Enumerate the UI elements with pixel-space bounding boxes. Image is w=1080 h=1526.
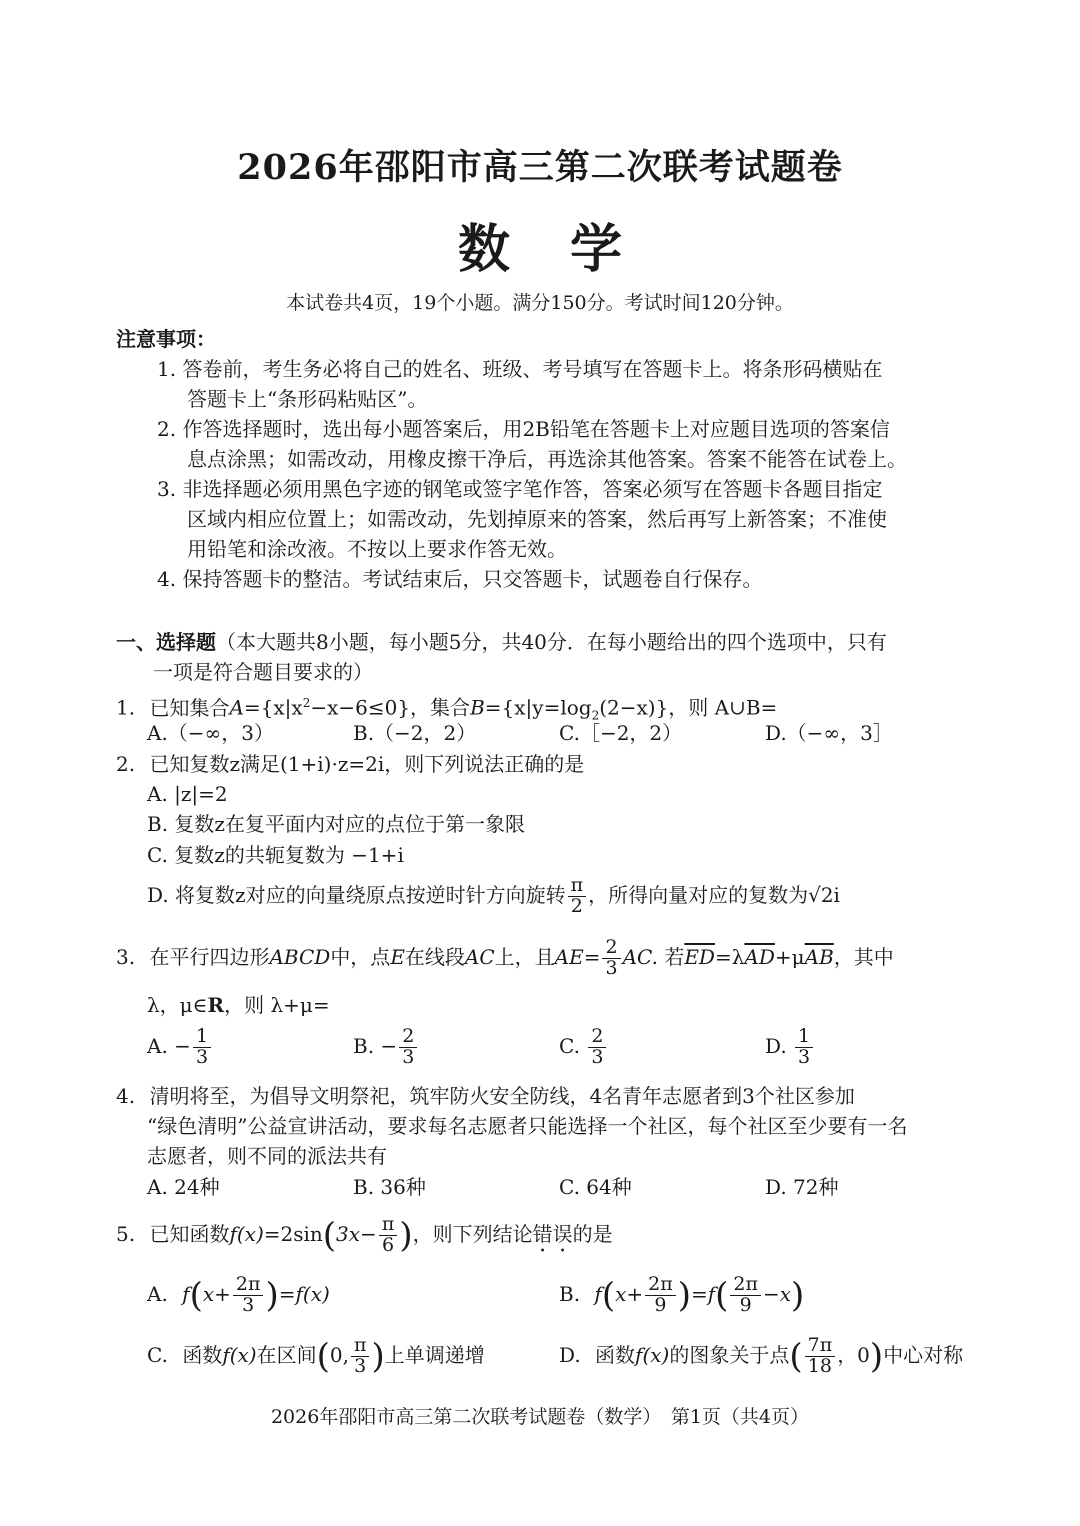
question-1-option-d: D.（−∞，3］ (765, 721, 893, 745)
section-heading (116, 627, 887, 657)
fraction: $\frac{7\pi}{18}$ (805, 1336, 836, 1377)
fraction: $\frac{\pi}{2}$ (568, 876, 587, 917)
question-2-stem: 2. 已知复数z满足(1+i)·z=2i，则下列说法正确的是 (116, 752, 585, 776)
fraction: $\frac{\pi}{6}$ (379, 1215, 398, 1256)
question-1-option-a: A.（−∞，3） (147, 721, 274, 745)
notice-line: 区域内相应位置上；如需改动，先划掉原来的答案，然后再写上新答案；不准使 (187, 507, 887, 531)
question-1-option-b: B.（−2，2） (353, 721, 477, 745)
question-1-stem: 1. 已知集合$A=\{x|x^2-x-6\le 0\}$，集合$B=\{x|y=\log_2(2-x)\}$，则 A∪B= (116, 695, 778, 723)
question-4-option-a: A. 24种 (147, 1175, 220, 1199)
fraction: $\frac{2}{3}$ (588, 1027, 606, 1068)
vector-ed: $\overline{ED}$ (684, 944, 715, 969)
exam-title: 2026年邵阳市高三第二次联考试题卷 (237, 147, 843, 188)
question-1-option-c: C.［−2，2） (559, 721, 683, 745)
question-4-option-d: D. 72种 (765, 1175, 839, 1199)
question-3-option-b: B. − $\frac{2}{3}$ (353, 1027, 419, 1068)
question-5-option-c: C. 函数f(x)在区间(0, $\frac{\pi}{3}$ )上单调递增 (147, 1334, 485, 1377)
fraction: $\frac{1}{3}$ (795, 1027, 813, 1068)
question-3-option-a: A. − $\frac{1}{3}$ (147, 1027, 213, 1068)
fraction: $\frac{2\pi}{3}$ (233, 1275, 264, 1316)
notice-line: 答题卡上“条形码粘贴区”。 (187, 387, 428, 411)
section-desc-2: 一项是符合题目要求的） (153, 660, 373, 684)
fraction: $\frac{2}{3}$ (399, 1027, 417, 1068)
subject-title: 数学 (457, 219, 682, 280)
exam-info: 本试卷共4页，19个小题。满分150分。考试时间120分钟。 (286, 292, 794, 314)
vector-ad: $\overline{AD}$ (744, 944, 775, 969)
question-4-option-c: C. 64种 (559, 1175, 632, 1199)
notice-item-4 (157, 564, 762, 594)
question-3-stem: 3. 在平行四边形ABCD中，点E在线段AC上，且AE= $\frac{2}{3}$ AC. 若$\overline{ED}=\lambda\overline{AD}+\mu\overline{AB}$，其中 (116, 936, 894, 979)
fraction: $\frac{\pi}{3}$ (351, 1336, 370, 1377)
notice-line: 用铅笔和涂改液。不按以上要求作答无效。 (187, 537, 567, 561)
question-5-stem: 5. 已知函数f(x)=2sin(3x− $\frac{\pi}{6}$ )，则下列结论错误的是 (116, 1213, 613, 1256)
notice-item-3 (157, 474, 887, 564)
page-footer: 2026年邵阳市高三第二次联考试题卷（数学） 第1页（共4页） (270, 1406, 810, 1428)
fraction: $\frac{2}{3}$ (602, 938, 620, 979)
question-4-line-2: “绿色清明”公益宣讲活动，要求每名志愿者只能选择一个社区，每个社区至少要有一名 (147, 1114, 908, 1138)
emphasis-word: 错误 (532, 1221, 573, 1246)
section-title: 一、选择题 (116, 630, 216, 654)
notice-line: 4. 保持答题卡的整洁。考试结束后，只交答题卡，试题卷自行保存。 (157, 567, 763, 591)
notice-item-2 (157, 414, 907, 474)
question-2-option-d: D. 将复数z对应的向量绕原点按逆时针方向旋转 $\frac{\pi}{2}$ ，所得向量对应的复数为√2i (147, 874, 840, 917)
vector-ab: $\overline{AB}$ (804, 944, 834, 969)
question-3-line-2: λ，μ∈R，则 λ+μ= (147, 993, 330, 1017)
question-3-option-d: D. $\frac{1}{3}$ (765, 1027, 815, 1068)
question-2-option-b: B. 复数z在复平面内对应的点位于第一象限 (147, 812, 525, 836)
question-2-option-a: A. |z|=2 (147, 782, 228, 806)
question-4-stem: 4. 清明将至，为倡导文明祭祀，筑牢防火安全防线，4名青年志愿者到3个社区参加 (116, 1084, 855, 1108)
question-2-option-c: C. 复数z的共轭复数为 −1+i (147, 843, 404, 867)
question-4-option-b: B. 36种 (353, 1175, 426, 1199)
question-4-line-3: 志愿者，则不同的派法共有 (147, 1144, 387, 1168)
notice-line: 1. 答卷前，考生务必将自己的姓名、班级、考号填写在答题卡上。将条形码横贴在 (157, 357, 883, 381)
question-5-option-d: D. 函数f(x)的图象关于点( $\frac{7\pi}{18}$ ，0)中心对称 (559, 1334, 964, 1377)
notice-line: 3. 非选择题必须用黑色字迹的钢笔或签字笔作答，答案必须写在答题卡各题目指定 (157, 477, 883, 501)
notice-heading: 注意事项： (116, 327, 216, 351)
fraction: $\frac{1}{3}$ (193, 1027, 211, 1068)
notice-item-1 (157, 354, 882, 414)
section-desc: （本大题共8小题，每小题5分，共40分．在每小题给出的四个选项中，只有 (216, 630, 887, 654)
question-3-option-c: C. $\frac{2}{3}$ (559, 1027, 608, 1068)
notice-line: 息点涂黑；如需改动，用橡皮擦干净后，再选涂其他答案。答案不能答在试卷上。 (187, 447, 907, 471)
fraction: $\frac{2\pi}{9}$ (645, 1275, 676, 1316)
fraction: $\frac{2\pi}{9}$ (730, 1275, 761, 1316)
question-5-option-a: A. f(x+ $\frac{2\pi}{3}$ )=f(x) (147, 1273, 330, 1316)
question-5-option-b: B. f(x+ $\frac{2\pi}{9}$ )=f( $\frac{2\pi}{9}$ −x) (559, 1273, 805, 1316)
notice-line: 2. 作答选择题时，选出每小题答案后，用2B铅笔在答题卡上对应题目选项的答案信 (157, 417, 890, 441)
